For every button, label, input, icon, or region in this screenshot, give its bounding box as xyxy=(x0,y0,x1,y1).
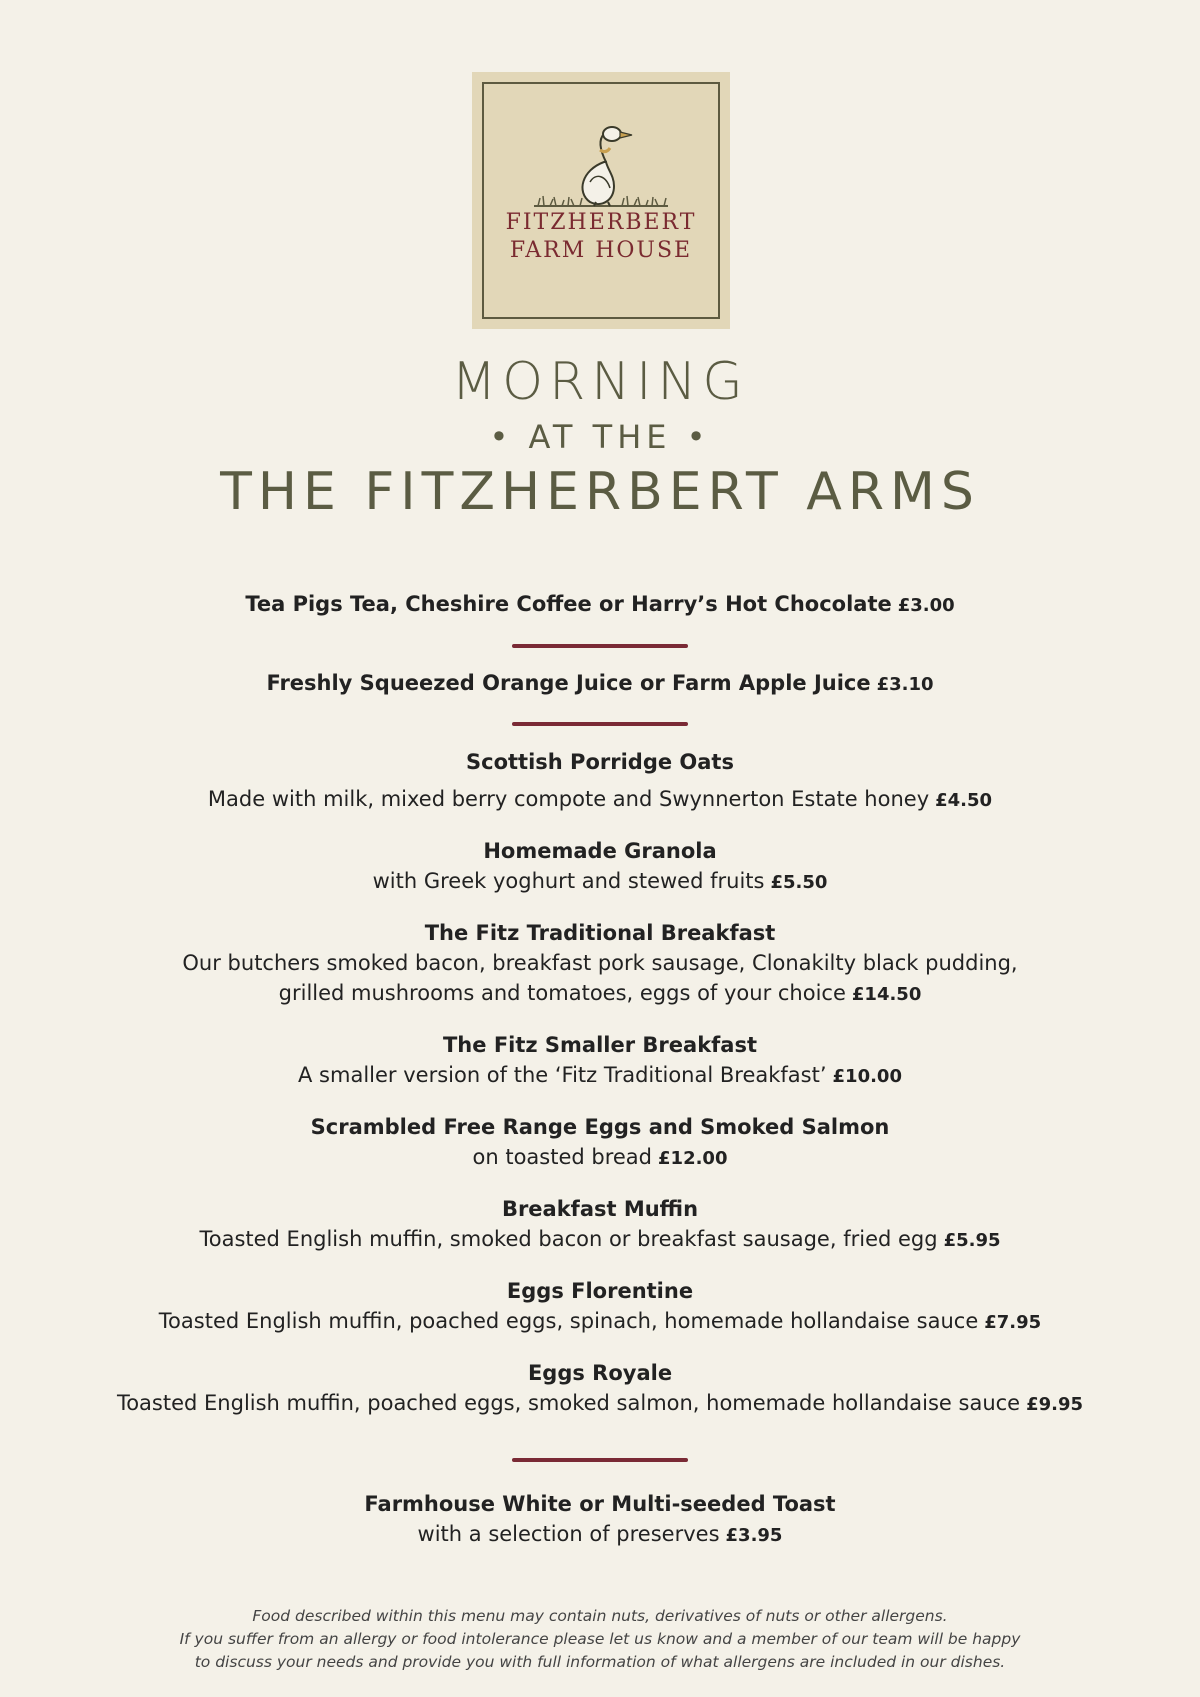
dish-description xyxy=(0,1145,1200,1169)
dish-price: £4.50 xyxy=(935,790,993,811)
drink-item xyxy=(0,592,1200,616)
dish-price: £10.00 xyxy=(832,1066,902,1087)
dish-description xyxy=(0,869,1200,893)
drink-price: £3.00 xyxy=(897,595,955,616)
dish-description xyxy=(0,1309,1200,1333)
dish-title: The Fitz Traditional Breakfast xyxy=(424,921,776,945)
dish-title: Farmhouse White or Multi-seeded Toast xyxy=(364,1492,836,1516)
divider xyxy=(512,722,688,726)
dish-description-text: A smaller version of the ‘Fitz Traditional Breakfast’ xyxy=(298,1063,827,1087)
drink-title: Freshly Squeezed Orange Juice or Farm Apple Juice xyxy=(266,671,871,695)
dish-price: £14.50 xyxy=(851,984,922,1005)
dish-title: Breakfast Muffin xyxy=(501,1197,699,1221)
dish-description xyxy=(0,1391,1200,1415)
dish-price: £5.50 xyxy=(770,872,828,893)
dish-description xyxy=(0,1522,1200,1546)
dish-description-text: Our butchers smoked bacon, breakfast pork sausage, Clonakilty black pudding, xyxy=(182,951,1018,975)
dish-price: £5.95 xyxy=(943,1230,1001,1251)
dish-title: Scrambled Free Range Eggs and Smoked Salmon xyxy=(310,1115,890,1139)
menu-title: MORNING xyxy=(451,352,749,412)
dish-description xyxy=(0,787,1200,811)
dish-price: £7.95 xyxy=(984,1312,1042,1333)
dish-title: Homemade Granola xyxy=(483,839,717,863)
dish-description xyxy=(0,981,1200,1005)
divider xyxy=(512,1458,688,1462)
allergen-notice-line: If you suffer from an allergy or food intolerance please let us know and a member of our team will be happy xyxy=(179,1630,1021,1648)
logo xyxy=(472,72,730,329)
dish-description-text: Made with milk, mixed berry compote and Swynnerton Estate honey xyxy=(207,787,930,811)
dish-description-text: on toasted bread xyxy=(472,1145,653,1169)
allergen-notice-line: Food described within this menu may contain nuts, derivatives of nuts or other allergens. xyxy=(252,1607,948,1625)
allergen-notice-line: to discuss your needs and provide you with full information of what allergens are included in our dishes. xyxy=(194,1653,1006,1671)
drink-price: £3.10 xyxy=(876,674,934,695)
drink-title: Tea Pigs Tea, Cheshire Coffee or Harry’s Hot Chocolate xyxy=(245,592,892,616)
dish-price: £12.00 xyxy=(658,1148,728,1169)
drink-item xyxy=(0,671,1200,695)
bird-icon xyxy=(472,72,730,212)
dish-description-text: grilled mushrooms and tomatoes, eggs of your choice xyxy=(278,981,846,1005)
dish-description xyxy=(0,1227,1200,1251)
dish-title: Scottish Porridge Oats xyxy=(466,750,734,774)
divider xyxy=(512,644,688,648)
logo-text-line2: FARM HOUSE xyxy=(509,238,693,263)
dish-description xyxy=(0,1063,1200,1087)
dish-price: £3.95 xyxy=(725,1525,783,1546)
dish-title: Eggs Royale xyxy=(527,1361,673,1385)
dish-description-text: Toasted English muffin, poached eggs, smoked salmon, homemade hollandaise sauce xyxy=(116,1391,1021,1415)
dish-description-text: Toasted English muffin, poached eggs, spinach, homemade hollandaise sauce xyxy=(158,1309,979,1333)
menu-subtitle: • AT THE • xyxy=(489,418,711,456)
dish-price: £9.95 xyxy=(1026,1394,1084,1415)
dish-description-text: Toasted English muffin, smoked bacon or breakfast sausage, fried egg xyxy=(199,1227,938,1251)
dish-description-text: with Greek yoghurt and stewed fruits xyxy=(372,869,765,893)
venue-name: THE FITZHERBERT ARMS xyxy=(220,462,980,522)
dish-description-text: with a selection of preserves xyxy=(417,1522,720,1546)
dish-title: The Fitz Smaller Breakfast xyxy=(442,1033,757,1057)
logo-text-line1: FITZHERBERT xyxy=(505,210,697,235)
dish-title: Eggs Florentine xyxy=(506,1279,694,1303)
